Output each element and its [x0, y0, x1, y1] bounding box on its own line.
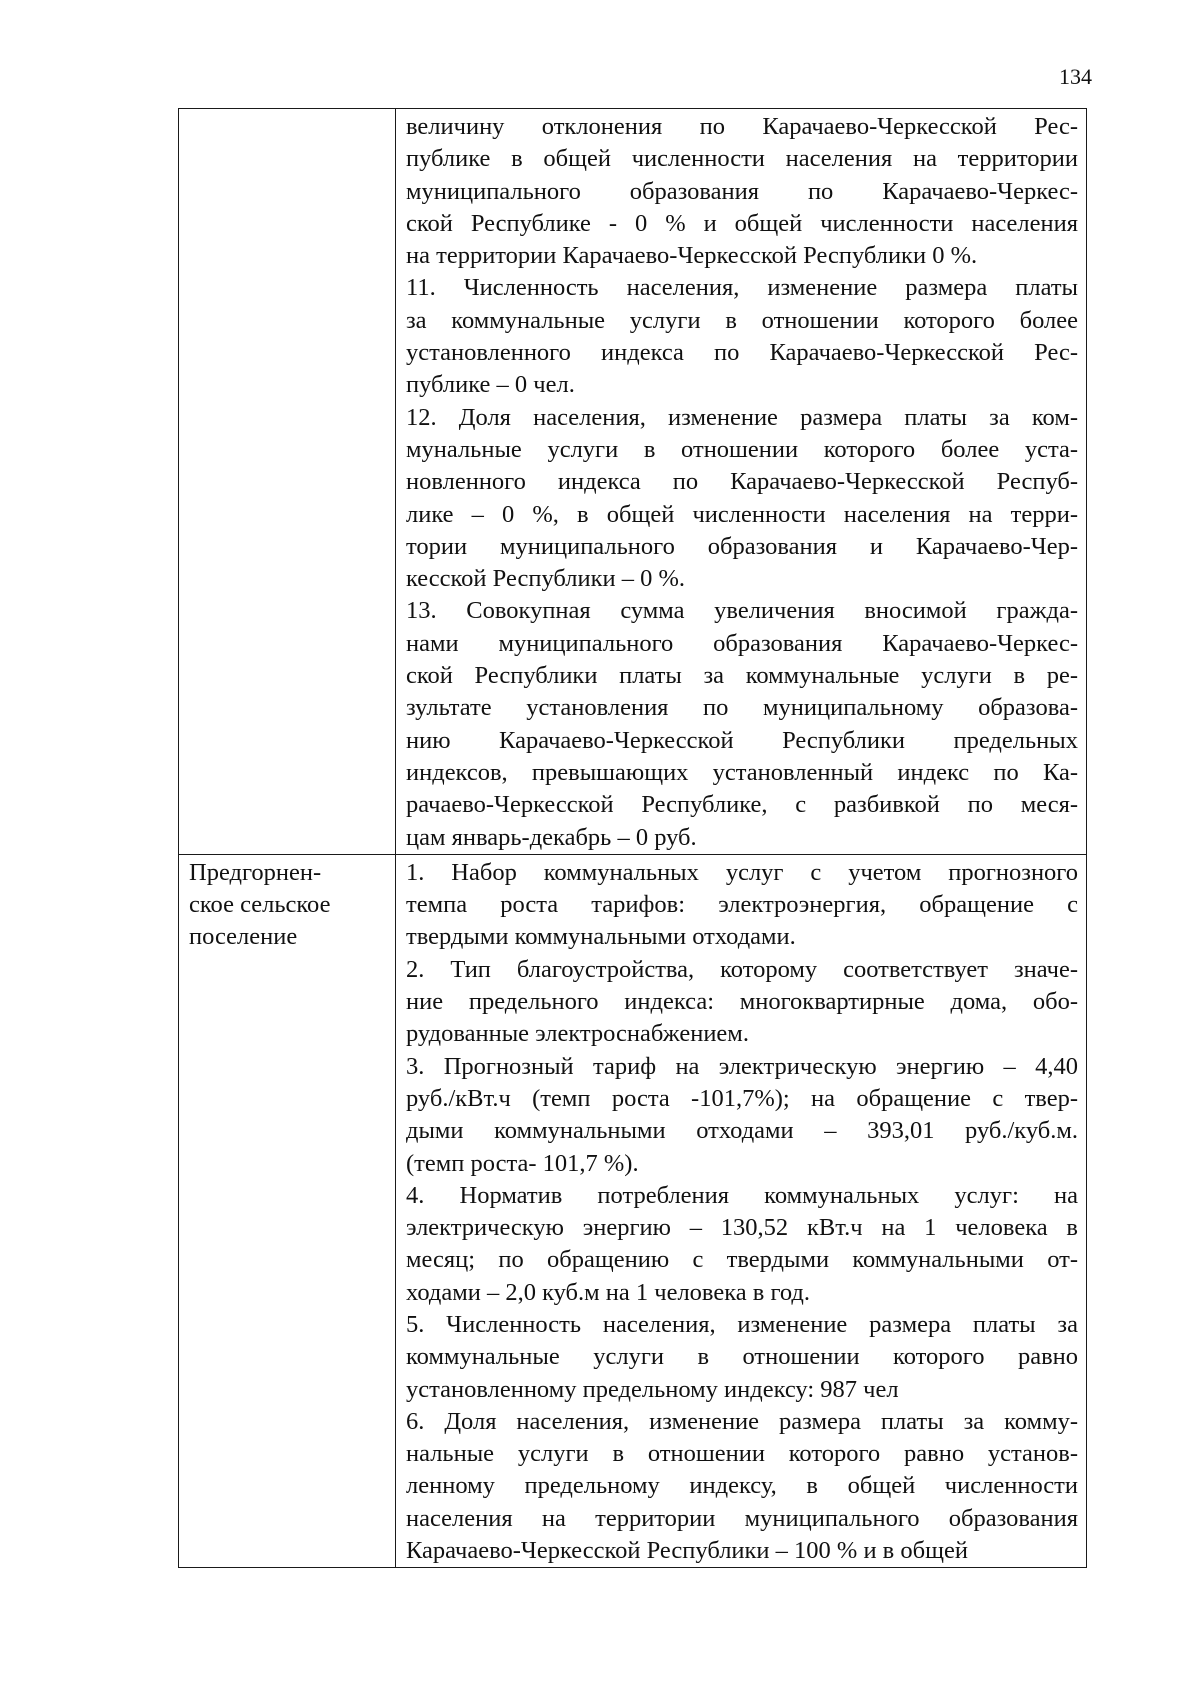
- text-line: нальные услуги в отношении которого равно установ-: [406, 1440, 1078, 1468]
- text-line: нами муниципального образования Карачаево-Черкес-: [406, 629, 1078, 657]
- text-line: ской Республики платы за коммунальные услуги в ре-: [406, 662, 1078, 690]
- text-line: ленному предельному индексу, в общей численности: [406, 1472, 1078, 1500]
- text-line: тории муниципального образования и Карачаево-Чер-: [406, 532, 1078, 560]
- page-number: 134: [1059, 64, 1092, 89]
- text-line: электрическую энергию – 130,52 кВт.ч на 1 человека в: [406, 1214, 1078, 1242]
- settlement-name-cell: [179, 109, 396, 855]
- text-line: 5. Численность населения, изменение размера платы за: [406, 1310, 1078, 1338]
- document-table: [178, 108, 1087, 1568]
- text-line: кесской Республики – 0 %.: [406, 565, 685, 593]
- text-line: лике – 0 %, в общей численности населения на терри-: [406, 500, 1078, 528]
- indicator-paragraph: [406, 272, 1078, 401]
- text-line: Карачаево-Черкесской Республики – 100 % и в общей: [406, 1537, 968, 1565]
- table-row: [179, 854, 1087, 1568]
- indicator-paragraph: [406, 402, 1078, 596]
- text-line: (темп роста- 101,7 %).: [406, 1149, 639, 1177]
- text-line: населения на территории муниципального образования: [406, 1504, 1078, 1532]
- text-line: ходами – 2,0 куб.м на 1 человека в год.: [406, 1278, 811, 1306]
- indicator-text-cell: [396, 854, 1087, 1568]
- indicator-paragraph: [406, 1051, 1078, 1180]
- text-line: 3. Прогнозный тариф на электрическую энергию – 4,40: [406, 1052, 1078, 1080]
- text-line: публике – 0 чел.: [406, 371, 575, 399]
- text-line: за коммунальные услуги в отношении которого более: [406, 306, 1078, 334]
- indicator-paragraph: [406, 857, 1078, 954]
- text-line: нию Карачаево-Черкесской Республики предельных: [406, 726, 1078, 754]
- text-line: индексов, превышающих установленный индекс по Ка-: [406, 758, 1078, 786]
- text-line: новленного индекса по Карачаево-Черкесской Респуб-: [406, 468, 1078, 496]
- text-line: 4. Норматив потребления коммунальных услуг: на: [406, 1181, 1078, 1209]
- text-line: 12. Доля населения, изменение размера платы за ком-: [406, 403, 1078, 431]
- settlement-name-line: поселение: [189, 923, 298, 951]
- text-line: 11. Численность населения, изменение размера платы: [406, 274, 1078, 302]
- text-line: месяц; по обращению с твердыми коммунальными от-: [406, 1246, 1078, 1274]
- text-line: ской Республике - 0 % и общей численности населения: [406, 209, 1078, 237]
- text-line: рачаево-Черкесской Республике, с разбивкой по меся-: [406, 791, 1078, 819]
- text-line: муниципального образования по Карачаево-Черкес-: [406, 177, 1078, 205]
- indicator-paragraph: [406, 1406, 1078, 1567]
- text-line: на территории Карачаево-Черкесской Республики 0 %.: [406, 242, 978, 270]
- text-line: твердыми коммунальными отходами.: [406, 923, 796, 951]
- text-line: зультате установления по муниципальному образова-: [406, 694, 1078, 722]
- indicator-paragraph: [406, 954, 1078, 1051]
- table-row: [179, 109, 1087, 855]
- text-line: цам январь-декабрь – 0 руб.: [406, 823, 697, 851]
- text-line: мунальные услуги в отношении которого более уста-: [406, 435, 1078, 463]
- table-body: [179, 109, 1087, 1568]
- text-line: коммунальные услуги в отношении которого равно: [406, 1343, 1078, 1371]
- text-line: рудованные электроснабжением.: [406, 1020, 749, 1048]
- text-line: 13. Совокупная сумма увеличения вносимой гражда-: [406, 597, 1078, 625]
- text-line: 2. Тип благоустройства, которому соответствует значе-: [406, 955, 1078, 983]
- text-line: темпа роста тарифов: электроэнергия, обращение с: [406, 891, 1078, 919]
- text-line: установленного индекса по Карачаево-Черкесской Рес-: [406, 339, 1078, 367]
- text-line: ние предельного индекса: многоквартирные дома, обо-: [406, 988, 1078, 1016]
- indicator-paragraph: [406, 595, 1078, 853]
- text-line: публике в общей численности населения на территории: [406, 145, 1078, 173]
- text-line: 1. Набор коммунальных услуг с учетом прогнозного: [406, 858, 1078, 886]
- text-line: дыми коммунальными отходами – 393,01 руб./куб.м.: [406, 1117, 1078, 1145]
- indicator-text-cell: [396, 109, 1087, 855]
- settlement-name-cell: [179, 854, 396, 1568]
- indicator-paragraph: [406, 1309, 1078, 1406]
- indicator-paragraph: [406, 111, 1078, 272]
- indicator-paragraph: [406, 1180, 1078, 1309]
- text-line: установленному предельному индексу: 987 чел: [406, 1375, 899, 1403]
- text-line: 6. Доля населения, изменение размера платы за комму-: [406, 1407, 1078, 1435]
- settlement-name-line: ское сельское: [189, 891, 331, 919]
- settlement-name-line: Предгорнен-: [189, 858, 322, 886]
- text-line: руб./кВт.ч (темп роста -101,7%); на обращение с твер-: [406, 1084, 1078, 1112]
- text-line: величину отклонения по Карачаево-Черкесской Рес-: [406, 113, 1078, 140]
